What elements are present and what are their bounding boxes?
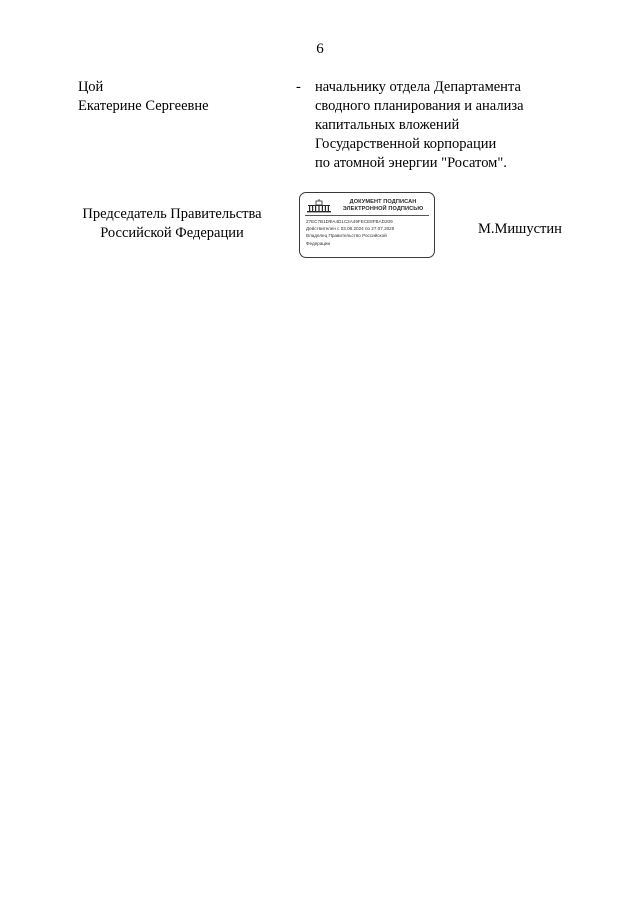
position-line: капитальных вложений (315, 117, 460, 133)
position-line: сводного планирования и анализа (315, 98, 524, 114)
appointee-given-names: Екатерине Сергеевне (78, 98, 209, 114)
stamp-certificate: 27ЕС7B1DФА4D1С2А49FЕСЕ8FBAD209 (306, 219, 393, 224)
stamp-owner-line: Федерации (306, 240, 331, 246)
appointee-position (315, 78, 524, 173)
stamp-heading-line: ЭЛЕКТРОННОЙ ПОДПИСЬЮ (342, 206, 424, 212)
stamp-heading-line: ДОКУМЕНТ ПОДПИСАН (349, 199, 417, 205)
signer-title (74, 205, 270, 243)
stamp-validity: Действителен с 03.08.2024 по 27.07.2025 (306, 226, 395, 232)
stamp-details (306, 218, 394, 247)
stamp-divider (305, 215, 429, 216)
signer-title-line: Российской Федерации (100, 225, 244, 241)
signer-title-line: Председатель Правительства (82, 206, 262, 222)
signer-name: М.Мишустин (478, 221, 562, 237)
position-line: начальнику отдела Департамента (315, 79, 521, 95)
page-number: 6 (316, 41, 324, 57)
appointee-name (78, 78, 209, 116)
stamp-owner-line: Владелец Правительство Российской (306, 233, 387, 239)
government-building-icon (306, 199, 332, 213)
position-line: Государственной корпорации (315, 136, 497, 152)
dash-separator: - (296, 79, 301, 95)
appointee-surname: Цой (78, 79, 104, 95)
electronic-signature-stamp (299, 192, 435, 258)
stamp-heading (334, 199, 432, 213)
position-line: по атомной энергии "Росатом". (315, 155, 507, 171)
